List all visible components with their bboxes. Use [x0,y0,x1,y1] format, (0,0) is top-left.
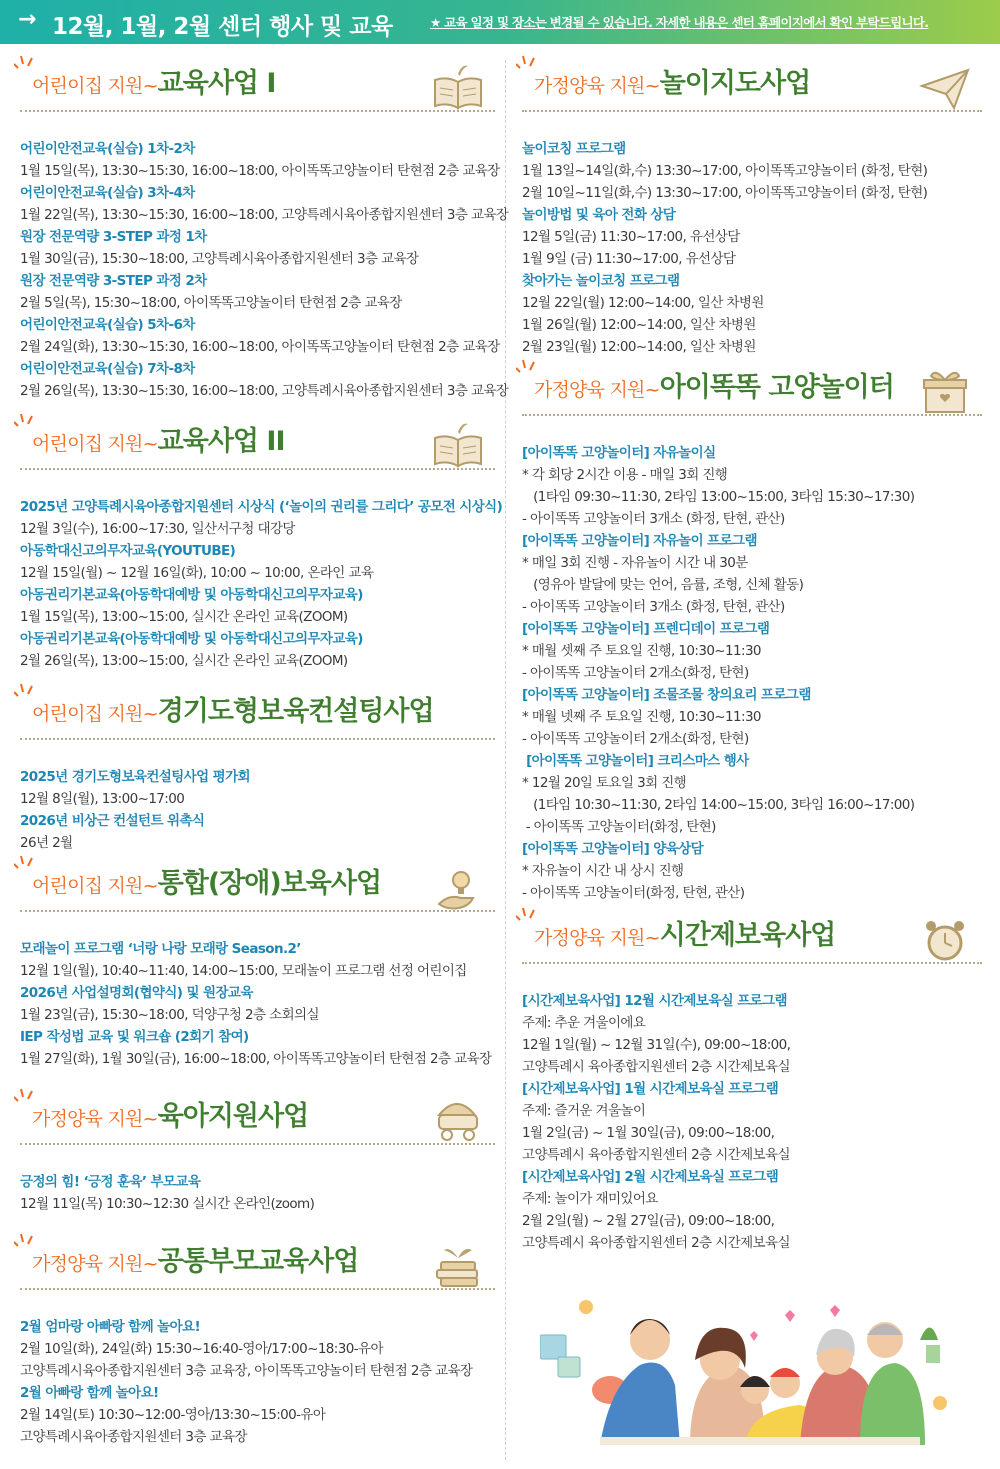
category-label: 가정양육 지원~ [534,379,660,401]
schedule-detail: 2월 10일(화), 24일(화) 15:30~16:40-영아/17:00~18:30-유아 [20,1341,383,1357]
schedule-detail: 2월 26일(목), 13:30~15:30, 16:00~18:00, 고양특례시육아종합지원센터 3층 교육장 [20,383,509,399]
program-title: 놀이코칭 프로그램 [522,141,626,157]
section-header [20,688,495,750]
section-header [522,912,982,974]
program-name: 놀이지도사업 [659,68,811,99]
program-title: [시간제보육사업] 2월 시간제보육실 프로그램 [522,1169,779,1185]
schedule-detail: 12월 1일(월), 10:40~11:40, 14:00~15:00, 모래놀이 프로그램 선정 어린이집 [20,963,467,979]
section-title [32,419,285,458]
program-title: 어린이안전교육(실습) 5차-6차 [20,317,195,333]
schedule-detail: 고양특례시 육아종합지원센터 2층 시간제보육실 [522,1147,790,1163]
schedule-detail: - 아이똑똑 고양놀이터 2개소(화정, 탄현) [522,731,749,747]
section-title [32,1239,358,1278]
schedule-detail: * 각 회당 2시간 이용 - 매일 3회 진행 [522,467,728,483]
schedule-detail: * 12월 20일 토요일 3회 진행 [522,775,687,791]
program-title: 어린이안전교육(실습) 3차-4차 [20,185,195,201]
schedule-detail: 2월 2일(월) ~ 2월 27일(금), 09:00~18:00, [522,1213,775,1229]
schedule-detail: (1타임 10:30~11:30, 2타임 14:00~15:00, 3타임 16:00~17:00) [522,797,915,813]
category-label: 어린이집 지원~ [32,75,158,97]
schedule-list [20,496,503,672]
program-name: 통합(장애)보육사업 [157,868,382,899]
section-gyeonggi-consulting [20,688,495,854]
schedule-detail: 1월 23일(금), 15:30~18:00, 덕양구청 2층 소회의실 [20,1007,319,1023]
schedule-list [20,938,495,1070]
program-title: [아이똑똑 고양놀이터] 크리스마스 행사 [522,753,749,769]
section-header [20,860,495,922]
program-name: 육아지원사업 [157,1101,309,1132]
schedule-detail: - 아이똑똑 고양놀이터 2개소(화정, 탄현) [522,665,749,681]
schedule-detail: 1월 15일(목), 13:30~15:30, 16:00~18:00, 아이똑똑고양놀이터 탄현점 2층 교육장 [20,163,500,179]
section-title [32,1094,308,1133]
schedule-detail: 12월 1일(월) ~ 12월 31일(수), 09:00~18:00, [522,1037,791,1053]
section-header [522,364,982,426]
category-label: 어린이집 지원~ [32,703,158,725]
program-title: 2025년 경기도형보육컨설팅사업 평가회 [20,769,250,785]
category-label: 가정양육 지원~ [32,1253,158,1275]
header-banner [0,0,1000,44]
books-plant-icon [431,1242,485,1290]
program-title: 2월 엄마랑 아빠랑 함께 놀아요! [20,1319,201,1335]
program-title: 2026년 사업설명회(협약식) 및 원장교육 [20,985,253,1001]
schedule-detail: * 매월 셋째 주 토요일 진행, 10:30~11:30 [522,643,761,659]
program-title: 어린이안전교육(실습) 1차-2차 [20,141,195,157]
schedule-detail: 1월 2일(금) ~ 1월 30일(금), 09:00~18:00, [522,1125,775,1141]
program-title: [아이똑똑 고양놀이터] 자유놀이실 [522,445,716,461]
gift-box-icon [918,368,972,416]
category-label: 가정양육 지원~ [32,1108,158,1130]
dotted-divider [20,738,495,740]
book-icon [431,64,485,112]
schedule-detail: 2월 24일(화), 13:30~15:30, 16:00~18:00, 아이똑똑고양놀이터 탄현점 2층 교육장 [20,339,500,355]
dotted-divider [522,962,982,964]
alarm-clock-icon [918,916,972,964]
schedule-list [522,990,982,1254]
schedule-detail: * 매일 3회 진행 - 자유놀이 시간 내 30분 [522,555,748,571]
program-title: 아동학대신고의무자교육(YOUTUBE) [20,543,236,559]
schedule-detail: 12월 15일(월) ~ 12월 16일(화), 10:00 ~ 10:00, 온라인 교육 [20,565,374,581]
program-title: [아이똑똑 고양놀이터] 양육상담 [522,841,704,857]
schedule-detail: - 아이똑똑 고양놀이터 3개소 (화정, 탄현, 관산) [522,511,785,527]
dotted-divider [522,414,982,416]
program-title: [아이똑똑 고양놀이터] 조물조물 창의요리 프로그램 [522,687,811,703]
schedule-detail: 2월 10일~11일(화,수) 13:30~17:00, 아이똑똑고양놀이터 (화정, 탄현) [522,185,928,201]
section-title [32,861,381,900]
program-title: [시간제보육사업] 12월 시간제보육실 프로그램 [522,993,787,1009]
dotted-divider [20,910,495,912]
section-title [534,365,894,404]
program-title: IEP 작성법 교육 및 워크숍 (2회기 참여) [20,1029,249,1045]
schedule-detail: 1월 15일(목), 13:00~15:00, 실시간 온라인 교육(ZOOM) [20,609,348,625]
section-goyang-playground [522,364,982,904]
schedule-detail: * 매월 넷째 주 토요일 진행, 10:30~11:30 [522,709,761,725]
program-title: 모래놀이 프로그램 ‘너랑 나랑 모래랑 Season.2’ [20,941,301,957]
program-title: 원장 전문역량 3-STEP 과정 2차 [20,273,207,289]
section-title [534,61,810,100]
program-name: 경기도형보육컨설팅사업 [157,696,434,727]
dotted-divider [522,110,982,112]
hand-lightbulb-icon [431,864,485,912]
schedule-detail: 주제: 추운 겨울이에요 [522,1015,646,1031]
schedule-detail: - 아이똑똑 고양놀이터 3개소 (화정, 탄현, 관산) [522,599,785,615]
schedule-detail: 고양특례시육아종합지원센터 3층 교육장 [20,1429,247,1445]
program-title: 긍정의 힘! ‘긍정 훈육’ 부모교육 [20,1174,201,1190]
category-label: 어린이집 지원~ [32,875,158,897]
section-header [20,60,495,122]
schedule-detail: 1월 26일(월) 12:00~14:00, 일산 차병원 [522,317,756,333]
section-title [32,689,434,728]
schedule-detail: 12월 5일(금) 11:30~17:00, 유선상담 [522,229,740,245]
dotted-divider [20,1143,495,1145]
schedule-detail: 2월 26일(목), 13:00~15:00, 실시간 온라인 교육(ZOOM) [20,653,348,669]
dotted-divider [20,468,495,470]
paper-plane-icon [918,64,972,112]
program-title: 찾아가는 놀이코칭 프로그램 [522,273,680,289]
section-daycare-education-1 [20,60,509,402]
schedule-detail: 1월 30일(금), 15:30~18:00, 고양특례시육아종합지원센터 3층 교육장 [20,251,419,267]
schedule-detail: - 아이똑똑 고양놀이터(화정, 탄현, 관산) [522,885,745,901]
schedule-detail: (영유아 발달에 맞는 언어, 음률, 조형, 신체 활동) [522,577,804,593]
section-header [20,418,495,480]
section-header [20,1093,495,1155]
schedule-detail: 2월 14일(토) 10:30~12:00-영아/13:30~15:00-유아 [20,1407,326,1423]
schedule-detail: * 자유놀이 시간 내 상시 진행 [522,863,684,879]
program-title: 아동권리기본교육(아동학대예방 및 아동학대신고의무자교육) [20,587,363,603]
section-title [534,913,835,952]
program-name: 공통부모교육사업 [157,1246,359,1277]
section-title [32,61,275,100]
schedule-detail: 26년 2월 [20,835,73,851]
schedule-detail: 2월 23일(월) 12:00~14:00, 일산 차병원 [522,339,756,355]
dotted-divider [20,110,495,112]
program-title: 2025년 고양특례시육아종합지원센터 시상식 (‘놀이의 권리를 그리다’ 공모전 시상식) [20,499,503,515]
program-title: [아이똑똑 고양놀이터] 프렌디데이 프로그램 [522,621,770,637]
section-inclusive-care [20,860,495,1070]
schedule-detail: 고양특례시 육아종합지원센터 2층 시간제보육실 [522,1235,790,1251]
program-title: 원장 전문역량 3-STEP 과정 1차 [20,229,207,245]
program-title: 어린이안전교육(실습) 7차-8차 [20,361,195,377]
column-divider [505,60,506,1460]
schedule-detail: 1월 9일 (금) 11:30~17:00, 유선상담 [522,251,736,267]
program-title: 2026년 비상근 컨설턴트 위촉식 [20,813,205,829]
program-name: 교육사업 I [157,68,276,99]
schedule-detail: 12월 22일(월) 12:00~14:00, 일산 차병원 [522,295,764,311]
category-label: 가정양육 지원~ [534,927,660,949]
program-title: 놀이방법 및 육아 전화 상담 [522,207,676,223]
section-hourly-care [522,912,982,1254]
section-header [20,1238,495,1300]
program-title: 아동권리기본교육(아동학대예방 및 아동학대신고의무자교육) [20,631,363,647]
page-title: 12월, 1월, 2월 센터 행사 및 교육 [52,14,393,40]
program-title: [아이똑똑 고양놀이터] 자유놀이 프로그램 [522,533,757,549]
section-parenting-support [20,1093,495,1215]
program-name: 시간제보육사업 [659,920,836,951]
arrow-right-icon: → [18,7,37,32]
schedule-detail: 고양특례시 육아종합지원센터 2층 시간제보육실 [522,1059,790,1075]
schedule-list [20,138,509,402]
schedule-list [20,1316,495,1448]
schedule-change-notice: ★ 교육 일정 및 장소는 변경될 수 있습니다. 자세한 내용은 센터 홈페이지에서 확인 부탁드립니다. [430,15,929,30]
schedule-detail: 12월 3일(수), 16:00~17:30, 일산서구청 대강당 [20,521,295,537]
schedule-detail: 1월 13일~14일(화,수) 13:30~17:00, 아이똑똑고양놀이터 (화정, 탄현) [522,163,928,179]
program-title: 2월 아빠랑 함께 놀아요! [20,1385,159,1401]
schedule-detail: 2월 5일(목), 15:30~18:00, 아이똑똑고양놀이터 탄현점 2층 교육장 [20,295,402,311]
category-label: 가정양육 지원~ [534,75,660,97]
section-play-guidance [522,60,982,358]
program-name: 교육사업 II [157,426,285,457]
category-label: 어린이집 지원~ [32,433,158,455]
section-parent-education [20,1238,495,1448]
schedule-list [20,1171,495,1215]
schedule-detail: (1타임 09:30~11:30, 2타임 13:00~15:00, 3타임 15:30~17:30) [522,489,915,505]
schedule-detail: 주제: 즐거운 겨울놀이 [522,1103,646,1119]
stroller-icon [431,1097,485,1145]
family-illustration [540,1295,960,1445]
schedule-list [20,766,495,854]
program-title: [시간제보육사업] 1월 시간제보육실 프로그램 [522,1081,779,1097]
schedule-detail: 12월 8일(월), 13:00~17:00 [20,791,185,807]
section-daycare-education-2 [20,418,503,672]
schedule-detail: 고양특례시육아종합지원센터 3층 교육장, 아이똑똑고양놀이터 탄현점 2층 교육장 [20,1363,473,1379]
schedule-detail: 1월 22일(목), 13:30~15:30, 16:00~18:00, 고양특례시육아종합지원센터 3층 교육장 [20,207,509,223]
schedule-detail: - 아이똑똑 고양놀이터(화정, 탄현) [522,819,716,835]
schedule-detail: 12월 11일(목) 10:30~12:30 실시간 온라인(zoom) [20,1196,315,1212]
schedule-list [522,442,982,904]
schedule-list [522,138,982,358]
program-name: 아이똑똑 고양놀이터 [659,372,894,403]
section-header [522,60,982,122]
dotted-divider [20,1288,495,1290]
schedule-detail: 주제: 놀이가 재미있어요 [522,1191,658,1207]
book-icon [431,422,485,470]
schedule-detail: 1월 27일(화), 1월 30일(금), 16:00~18:00, 아이똑똑고양놀이터 탄현점 2층 교육장 [20,1051,492,1067]
